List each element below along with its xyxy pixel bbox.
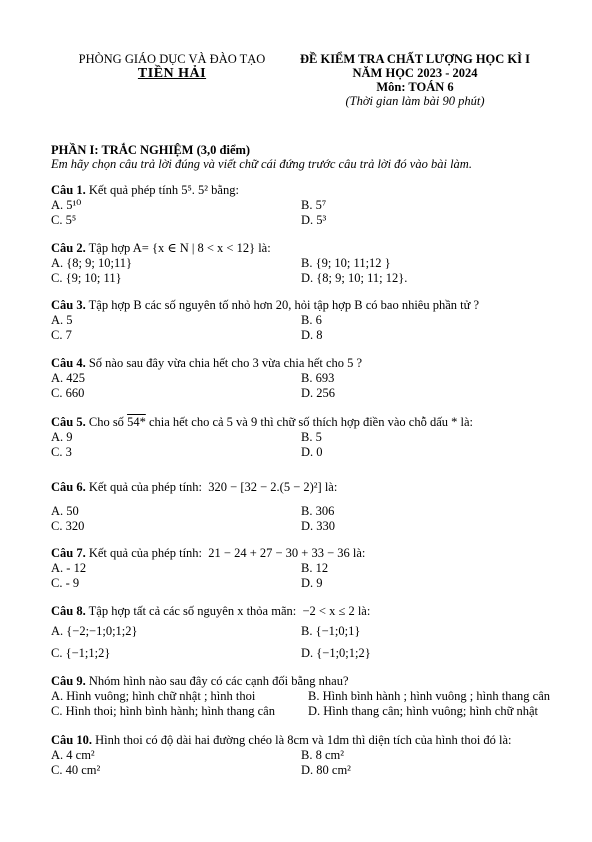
option-d: D. 80 cm² bbox=[301, 763, 351, 777]
question-label: Câu 8. bbox=[51, 604, 86, 618]
question-9 bbox=[51, 674, 571, 719]
option-c: C. Hình thoi; hình bình hành; hình thang cân bbox=[51, 704, 275, 718]
option-a: A. 5¹⁰ bbox=[51, 198, 82, 212]
option-c: C. 7 bbox=[51, 328, 72, 342]
option-c: C. 320 bbox=[51, 519, 85, 533]
option-b: B. 12 bbox=[301, 561, 329, 575]
question-label: Câu 2. bbox=[51, 241, 86, 255]
question-label: Câu 3. bbox=[51, 298, 86, 312]
question-10 bbox=[51, 733, 571, 778]
exam-title: ĐỀ KIỂM TRA CHẤT LƯỢNG HỌC KÌ I bbox=[299, 52, 530, 66]
option-c: C. 660 bbox=[51, 386, 85, 400]
question-text: Kết quả của phép tính: bbox=[88, 480, 203, 494]
option-d: D. {−1;0;1;2} bbox=[301, 646, 371, 660]
option-b: B. 8 cm² bbox=[301, 748, 344, 762]
option-d: D. 330 bbox=[301, 519, 336, 533]
question-label: Câu 10. bbox=[51, 733, 92, 747]
option-b: B. Hình bình hành ; hình vuông ; hình thang cân bbox=[308, 689, 550, 703]
option-a: A. 50 bbox=[51, 504, 79, 518]
question-7 bbox=[51, 546, 571, 591]
option-d: D. 0 bbox=[301, 445, 323, 459]
question-1 bbox=[51, 183, 571, 228]
question-label: Câu 6. bbox=[51, 480, 86, 494]
question-text: Kết quả của phép tính: bbox=[88, 546, 203, 560]
question-8 bbox=[51, 604, 571, 668]
question-5 bbox=[51, 415, 571, 460]
department-name: PHÒNG GIÁO DỤC VÀ ĐÀO TẠO bbox=[78, 52, 266, 66]
option-a: A. Hình vuông; hình chữ nhật ; hình thoi bbox=[51, 689, 256, 703]
option-b: B. 5⁷ bbox=[301, 198, 327, 212]
option-d: D. 256 bbox=[301, 386, 336, 400]
option-d: D. {8; 9; 10; 11; 12}. bbox=[301, 271, 408, 285]
question-label: Câu 4. bbox=[51, 356, 86, 370]
question-label: Câu 9. bbox=[51, 674, 86, 688]
option-c: C. {9; 10; 11} bbox=[51, 271, 122, 285]
overlined-number: 54* bbox=[127, 415, 146, 429]
question-text-after: chia hết cho cả 5 và 9 thì chữ số thích hợp điền vào chỗ dấu * là: bbox=[148, 415, 473, 429]
option-d: D. Hình thang cân; hình vuông; hình chữ nhật bbox=[308, 704, 539, 718]
option-c: C. 5⁵ bbox=[51, 213, 77, 227]
question-6 bbox=[51, 480, 571, 534]
school-year: NĂM HỌC 2023 - 2024 bbox=[352, 66, 478, 80]
option-b: B. 5 bbox=[301, 430, 322, 444]
header-left bbox=[62, 52, 282, 81]
subject: Môn: TOÁN 6 bbox=[376, 80, 454, 94]
option-a: A. {−2;−1;0;1;2} bbox=[51, 624, 138, 638]
question-text: Kết quả phép tính 5⁵. 5² bằng: bbox=[88, 183, 239, 197]
question-text: Nhóm hình nào sau đây có các cạnh đối bằng nhau? bbox=[88, 674, 349, 688]
math-expression: −2 < x ≤ 2 là: bbox=[302, 604, 371, 618]
option-c: C. {−1;1;2} bbox=[51, 646, 111, 660]
option-d: D. 9 bbox=[301, 576, 323, 590]
option-b: B. 693 bbox=[301, 371, 335, 385]
question-text-before: Cho số bbox=[88, 415, 124, 429]
option-c: C. 40 cm² bbox=[51, 763, 101, 777]
option-a: A. - 12 bbox=[51, 561, 87, 575]
question-4 bbox=[51, 356, 571, 401]
option-c: C. - 9 bbox=[51, 576, 80, 590]
option-a: A. 4 cm² bbox=[51, 748, 95, 762]
question-text: Tập hợp tất cả các số nguyên x thỏa mãn: bbox=[88, 604, 297, 618]
option-b: B. {9; 10; 11;12 } bbox=[301, 256, 391, 270]
math-expression: 21 − 24 + 27 − 30 + 33 − 36 là: bbox=[208, 546, 366, 560]
option-b: B. 306 bbox=[301, 504, 335, 518]
option-c: C. 3 bbox=[51, 445, 72, 459]
time-limit: (Thời gian làm bài 90 phút) bbox=[345, 94, 485, 108]
question-label: Câu 5. bbox=[51, 415, 86, 429]
question-label: Câu 1. bbox=[51, 183, 86, 197]
district-name: TIỀN HẢI bbox=[137, 66, 207, 81]
option-a: A. 425 bbox=[51, 371, 86, 385]
header-right bbox=[290, 52, 540, 108]
question-text: Tập hợp B các số nguyên tố nhỏ hơn 20, hỏi tập hợp B có bao nhiêu phần tử ? bbox=[88, 298, 480, 312]
option-d: D. 5³ bbox=[301, 213, 327, 227]
option-b: B. 6 bbox=[301, 313, 322, 327]
option-d: D. 8 bbox=[301, 328, 323, 342]
question-text: Tập hợp A= {x ∈ N | 8 < x < 12} là: bbox=[88, 241, 271, 255]
option-a: A. 9 bbox=[51, 430, 73, 444]
part-title: PHẦN I: TRẮC NGHIỆM (3,0 điểm) bbox=[51, 143, 251, 157]
question-label: Câu 7. bbox=[51, 546, 86, 560]
part-instruction: Em hãy chọn câu trả lời đúng và viết chữ cái đứng trước câu trả lời đó vào bài làm. bbox=[51, 157, 472, 171]
question-2 bbox=[51, 241, 571, 286]
option-b: B. {−1;0;1} bbox=[301, 624, 361, 638]
option-a: A. {8; 9; 10;11} bbox=[51, 256, 132, 270]
question-text: Hình thoi có độ dài hai đường chéo là 8cm và 1dm thì diện tích của hình thoi đó là: bbox=[95, 733, 512, 747]
question-3 bbox=[51, 298, 571, 343]
option-a: A. 5 bbox=[51, 313, 73, 327]
question-text: Số nào sau đây vừa chia hết cho 3 vừa chia hết cho 5 ? bbox=[88, 356, 363, 370]
math-expression: 320 − [32 − 2.(5 − 2)²] là: bbox=[208, 480, 338, 494]
